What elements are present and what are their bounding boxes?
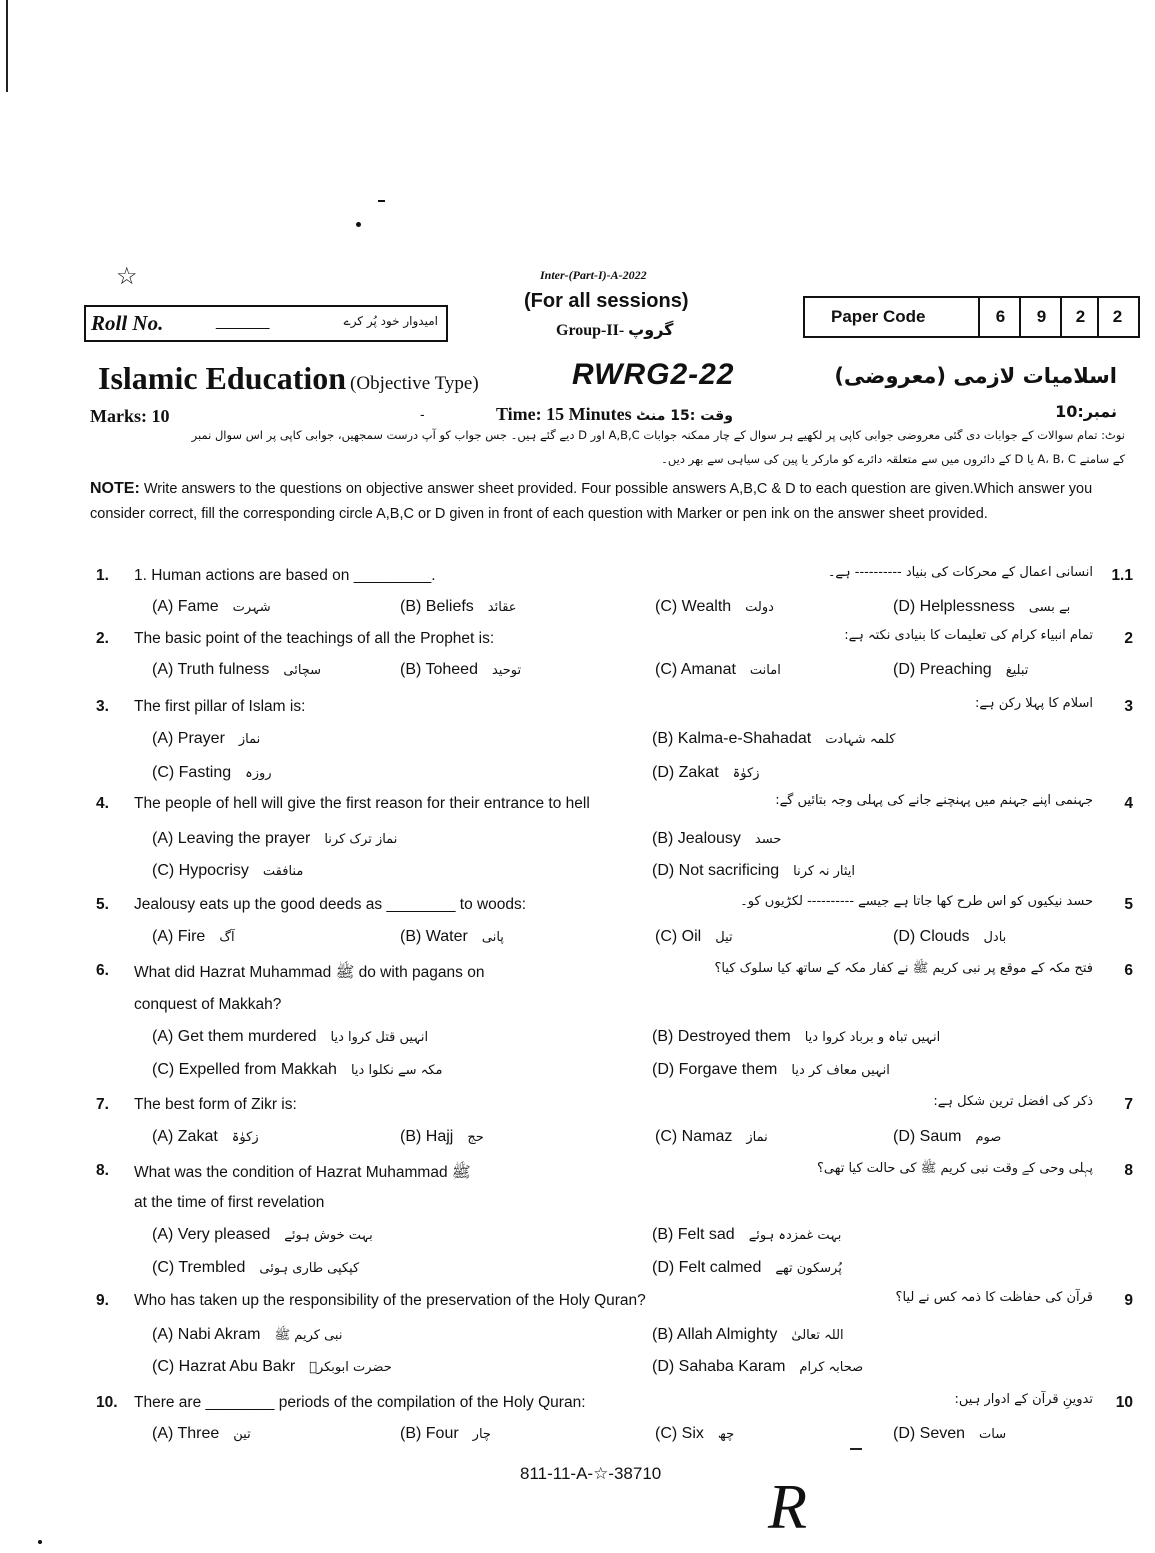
answer-option-label: (D) Forgave them	[652, 1061, 778, 1078]
answer-option	[652, 862, 855, 880]
answer-option-urdu: چھ	[717, 1427, 735, 1442]
marks-text: Marks: 10	[90, 406, 170, 426]
question-urdu: اسلام کا پہلا رکن ہے:	[975, 696, 1093, 711]
answer-option	[152, 764, 272, 782]
answer-option-urdu: کلمہ شہادت	[825, 732, 896, 747]
question-urdu-number: 9	[1124, 1292, 1133, 1309]
answer-option-label: (D) Helplessness	[893, 598, 1015, 615]
answer-option-urdu: زکوٰۃ	[732, 766, 760, 781]
answer-option-label: (C) Hazrat Abu Bakr	[152, 1358, 296, 1375]
question-urdu-number: 10	[1115, 1394, 1133, 1411]
answer-option-label: (A) Fire	[152, 928, 206, 945]
answer-option-label: (C) Oil	[655, 928, 702, 945]
question-number: 4.	[96, 795, 109, 812]
margin-line	[6, 0, 8, 92]
paper-code-box	[803, 296, 1140, 338]
question-urdu-number: 7	[1124, 1096, 1133, 1113]
question-number: 8.	[96, 1162, 109, 1179]
dash-mark	[850, 1448, 862, 1450]
question-urdu-number: 8	[1124, 1162, 1133, 1179]
answer-option-label: (B) Jealousy	[652, 830, 741, 847]
answer-option-urdu: حضرت ابوبکرؓ	[309, 1360, 392, 1375]
answer-option	[893, 1128, 1001, 1146]
answer-option-label: (B) Water	[400, 928, 468, 945]
answer-option-urdu: نماز	[746, 1130, 768, 1145]
answer-option-label: (D) Seven	[893, 1425, 966, 1442]
answer-option	[655, 661, 781, 679]
paper-code-digit: 2	[1060, 298, 1099, 336]
answer-option-urdu: آگ	[219, 930, 235, 945]
answer-option-label: (A) Fame	[152, 598, 219, 615]
answer-option	[152, 1226, 373, 1244]
answer-option-label: (A) Prayer	[152, 730, 225, 747]
answer-option	[893, 598, 1070, 616]
answer-option	[652, 830, 781, 848]
answer-option	[652, 1226, 841, 1244]
answer-option-urdu: عقائد	[487, 600, 517, 615]
question-number: 5.	[96, 896, 109, 913]
question-text-continued: at the time of first revelation	[134, 1194, 325, 1211]
answer-option-urdu: چار	[472, 1427, 491, 1442]
signature: R	[768, 1471, 808, 1542]
paper-code-digit: 6	[978, 298, 1021, 336]
question-urdu-number: 2	[1124, 630, 1133, 647]
answer-option-urdu: صحابہ کرام	[799, 1360, 864, 1375]
answer-option-urdu: بادل	[983, 930, 1007, 945]
answer-option	[152, 1028, 428, 1046]
note-urdu-line1: نوٹ: تمام سوالات کے جوابات دی گئی معروضی جوابی کاپی پر لکھیے ہر سوال کے چار ممکنہ جوابات A,B,C اور D دیے گئے ہیں۔ جس جواب کو آپ درست سمجھیں، جوابی کاپی پر اس سوال نمبر	[191, 428, 1125, 442]
question-urdu-number: 6	[1124, 962, 1133, 979]
question-urdu: انسانی اعمال کے محرکات کی بنیاد ---------- ہے۔	[827, 565, 1093, 580]
answer-option	[152, 1425, 251, 1443]
answer-option-urdu: صوم	[975, 1130, 1002, 1145]
answer-option-label: (B) Beliefs	[400, 598, 474, 615]
marks-urdu: نمبر:10	[1055, 402, 1117, 421]
answer-option-label: (B) Felt sad	[652, 1226, 735, 1243]
answer-option	[652, 1061, 890, 1079]
answer-option-label: (B) Allah Almighty	[652, 1326, 778, 1343]
answer-option-urdu: تیل	[715, 930, 733, 945]
answer-option-urdu: انہیں تباہ و برباد کروا دیا	[804, 1030, 941, 1045]
roll-urdu-note: امیدوار خود پُر کرے	[343, 314, 438, 328]
answer-option	[893, 1425, 1006, 1443]
answer-option-label: (C) Six	[655, 1425, 704, 1442]
answer-option	[400, 1128, 484, 1146]
answer-option	[893, 661, 1028, 679]
star-icon: ☆	[116, 263, 138, 290]
exam-title: Inter-(Part-I)-A-2022	[540, 268, 647, 282]
answer-option-label: (C) Namaz	[655, 1128, 733, 1145]
answer-option-urdu: پانی	[481, 930, 504, 945]
question-text: There are ________ periods of the compilation of the Holy Quran:	[134, 1394, 586, 1411]
answer-option	[655, 928, 733, 946]
question-number: 6.	[96, 962, 109, 979]
answer-option	[152, 1061, 442, 1079]
answer-option	[652, 1028, 940, 1046]
question-number: 10.	[96, 1394, 118, 1411]
question-number: 1.	[96, 567, 109, 584]
answer-option	[152, 730, 260, 748]
answer-option	[655, 1425, 734, 1443]
answer-option-label: (B) Toheed	[400, 661, 478, 678]
answer-option	[152, 1326, 342, 1346]
answer-option	[152, 1128, 259, 1146]
note-english: NOTE: Write answers to the questions on objective answer sheet provided. Four possible answers A,B,C & D to each question are given.Which answer you consider correct, fill the corresponding circle A,B,C or D given in front of each question with Marker or pen ink on the answer sheet provided.	[90, 480, 1093, 522]
answer-option-label: (A) Leaving the prayer	[152, 830, 311, 847]
question-urdu: ذکر کی افضل ترین شکل ہے:	[933, 1094, 1093, 1109]
roll-blank[interactable]: ______	[216, 313, 270, 330]
answer-option-label: (B) Hajj	[400, 1128, 454, 1145]
answer-option-urdu: انہیں قتل کروا دیا	[330, 1030, 429, 1045]
answer-option-label: (A) Three	[152, 1425, 220, 1442]
question-text: The basic point of the teachings of all the Prophet is:	[134, 630, 495, 647]
answer-option-urdu: نماز	[238, 732, 261, 747]
answer-option	[652, 764, 759, 782]
answer-option	[655, 1128, 768, 1146]
question-text: The best form of Zikr is:	[134, 1096, 297, 1113]
answer-option-label: (A) Truth fulness	[152, 661, 270, 678]
answer-option-label: (C) Expelled from Makkah	[152, 1061, 337, 1078]
speck-mark	[38, 1540, 42, 1544]
answer-option-label: (B) Destroyed them	[652, 1028, 791, 1045]
question-number: 3.	[96, 698, 109, 715]
answer-option	[152, 1259, 359, 1277]
answer-option-label: (B) Four	[400, 1425, 459, 1442]
answer-option-label: (D) Not sacrificing	[652, 862, 780, 879]
answer-option-label: (C) Fasting	[152, 764, 232, 781]
question-text: Who has taken up the responsibility of the preservation of the Holy Quran?	[134, 1292, 646, 1309]
answer-option-label: (A) Nabi Akram	[152, 1326, 261, 1343]
question-urdu-number: 4	[1124, 795, 1133, 812]
answer-option	[152, 1358, 392, 1376]
question-urdu: تدوینِ قرآن کے ادوار ہیں:	[954, 1392, 1093, 1407]
answer-option-urdu: بہت غمزدہ ہوئے	[748, 1228, 842, 1243]
speck-mark	[356, 222, 361, 227]
answer-option	[893, 928, 1006, 946]
answer-option-urdu: سات	[979, 1427, 1007, 1442]
answer-option-label: (D) Preaching	[893, 661, 992, 678]
answer-option-urdu: روزہ	[245, 766, 272, 781]
question-urdu-number: 3	[1124, 698, 1133, 715]
answer-option-label: (A) Zakat	[152, 1128, 218, 1145]
answer-option	[152, 598, 271, 616]
roll-number-box	[84, 305, 448, 342]
answer-option-label: (C) Amanat	[655, 661, 736, 678]
answer-option-label: (C) Trembled	[152, 1259, 246, 1276]
question-text-continued: conquest of Makkah?	[134, 996, 282, 1013]
answer-option-label: (C) Hypocrisy	[152, 862, 249, 879]
answer-option	[400, 1425, 491, 1443]
answer-option-urdu: بہت خوش ہوئے	[284, 1228, 373, 1243]
paper-code-digit: 2	[1097, 298, 1136, 336]
paper-code-digit: 9	[1019, 298, 1062, 336]
question-text: 1. Human actions are based on _________.	[134, 567, 436, 584]
question-number: 2.	[96, 630, 109, 647]
roll-label: Roll No.	[91, 311, 164, 335]
footer-code: 811-11-A-☆-38710	[520, 1464, 662, 1483]
answer-option-urdu: منافقت	[262, 864, 304, 879]
speck-mark	[378, 200, 385, 202]
question-text: The first pillar of Islam is:	[134, 698, 306, 715]
answer-option-urdu: اللہ تعالیٰ	[791, 1328, 844, 1343]
question-urdu: فتح مکہ کے موقع پر نبی کریم ﷺ نے کفار مکہ کے ساتھ کیا سلوک کیا؟	[714, 961, 1093, 976]
answer-option-urdu: پُرسکون تھے	[775, 1261, 842, 1276]
answer-option-urdu: حج	[467, 1130, 484, 1145]
answer-option-urdu: مکہ سے نکلوا دیا	[350, 1063, 443, 1078]
answer-option-label: (A) Very pleased	[152, 1226, 271, 1243]
answer-option-urdu: امانت	[749, 663, 781, 678]
answer-option-urdu: انہیں معاف کر دیا	[791, 1063, 890, 1078]
question-number: 7.	[96, 1096, 109, 1113]
answer-option	[152, 862, 303, 880]
question-text: Jealousy eats up the good deeds as ________ to woods:	[134, 896, 527, 913]
paper-code-label: Paper Code	[831, 307, 926, 326]
answer-option-urdu: حسد	[754, 832, 782, 847]
answer-option-urdu: دولت	[745, 600, 774, 615]
answer-option	[400, 598, 517, 616]
answer-option-urdu: ایثار نہ کرنا	[793, 864, 855, 879]
answer-option	[152, 928, 235, 946]
answer-option-urdu: تین	[233, 1427, 251, 1442]
note-urdu-line2: کے سامنے A، B، C یا D کے دائروں میں سے متعلقہ دائرے کو مارکر یا پین کی سیاہی سے بھر دیں۔	[661, 452, 1125, 466]
subject-urdu: اسلامیات لازمی (معروضی)	[834, 364, 1117, 388]
answer-option-label: (D) Felt calmed	[652, 1259, 762, 1276]
answer-option	[652, 730, 895, 748]
answer-option-label: (B) Kalma-e-Shahadat	[652, 730, 812, 747]
question-urdu: جہنمی اپنے جہنم میں پہنچنے جانے کی پہلی وجہ بتائیں گے:	[775, 793, 1093, 808]
question-urdu: تمام انبیاء کرام کی تعلیمات کا بنیادی نکتہ ہے:	[844, 628, 1093, 643]
answer-option-label: (D) Sahaba Karam	[652, 1358, 786, 1375]
answer-option-urdu: کپکپی طاری ہوئی	[259, 1261, 360, 1276]
answer-option-urdu: زکوٰۃ	[231, 1130, 259, 1145]
question-urdu-number: 1.1	[1111, 567, 1133, 584]
answer-option-label: (D) Clouds	[893, 928, 970, 945]
answer-option-label: (D) Saum	[893, 1128, 962, 1145]
answer-option-urdu: توحید	[491, 663, 522, 678]
answer-option	[152, 830, 397, 848]
sessions-text: (For all sessions)	[524, 290, 689, 312]
answer-option	[152, 661, 321, 679]
answer-option-urdu: نماز ترک کرنا	[324, 832, 398, 847]
answer-option	[652, 1259, 842, 1277]
handwritten-code: RWRG2-22	[572, 358, 735, 391]
answer-option-urdu: بے بسی	[1028, 600, 1071, 615]
answer-option	[400, 661, 521, 679]
question-urdu-number: 5	[1124, 896, 1133, 913]
answer-option	[652, 1358, 863, 1376]
question-text: What was the condition of Hazrat Muhammad ﷺ	[134, 1164, 471, 1181]
question-urdu: قرآن کی حفاظت کا ذمہ کس نے لیا؟	[895, 1290, 1093, 1305]
answer-option-urdu: شہرت	[232, 600, 271, 615]
answer-option-urdu: سچائی	[283, 663, 322, 678]
subject-title: Islamic Education (Objective Type)	[98, 360, 479, 396]
answer-option	[655, 598, 774, 616]
answer-option-urdu: نبی کریم ﷺ	[274, 1328, 343, 1343]
time-text: Time: 15 Minutes وقت :15 منٹ	[496, 404, 733, 424]
question-text: What did Hazrat Muhammad ﷺ do with pagans on	[134, 964, 485, 981]
question-urdu: حسد نیکیوں کو اس طرح کھا جاتا ہے جیسے ---------- لکڑیوں کو۔	[740, 894, 1093, 909]
answer-option-urdu: تبلیغ	[1005, 663, 1029, 678]
answer-option-label: (C) Wealth	[655, 598, 732, 615]
answer-option	[400, 928, 504, 946]
question-urdu: پہلی وحی کے وقت نبی کریم ﷺ کی حالت کیا تھی؟	[816, 1161, 1093, 1176]
group-text: Group-II- گروپ	[556, 320, 674, 339]
answer-option-label: (D) Zakat	[652, 764, 719, 781]
question-text: The people of hell will give the first reason for their entrance to hell	[134, 795, 590, 812]
answer-option-label: (A) Get them murdered	[152, 1028, 317, 1045]
answer-option	[652, 1326, 844, 1344]
question-number: 9.	[96, 1292, 109, 1309]
dash-mark: -	[420, 406, 425, 422]
